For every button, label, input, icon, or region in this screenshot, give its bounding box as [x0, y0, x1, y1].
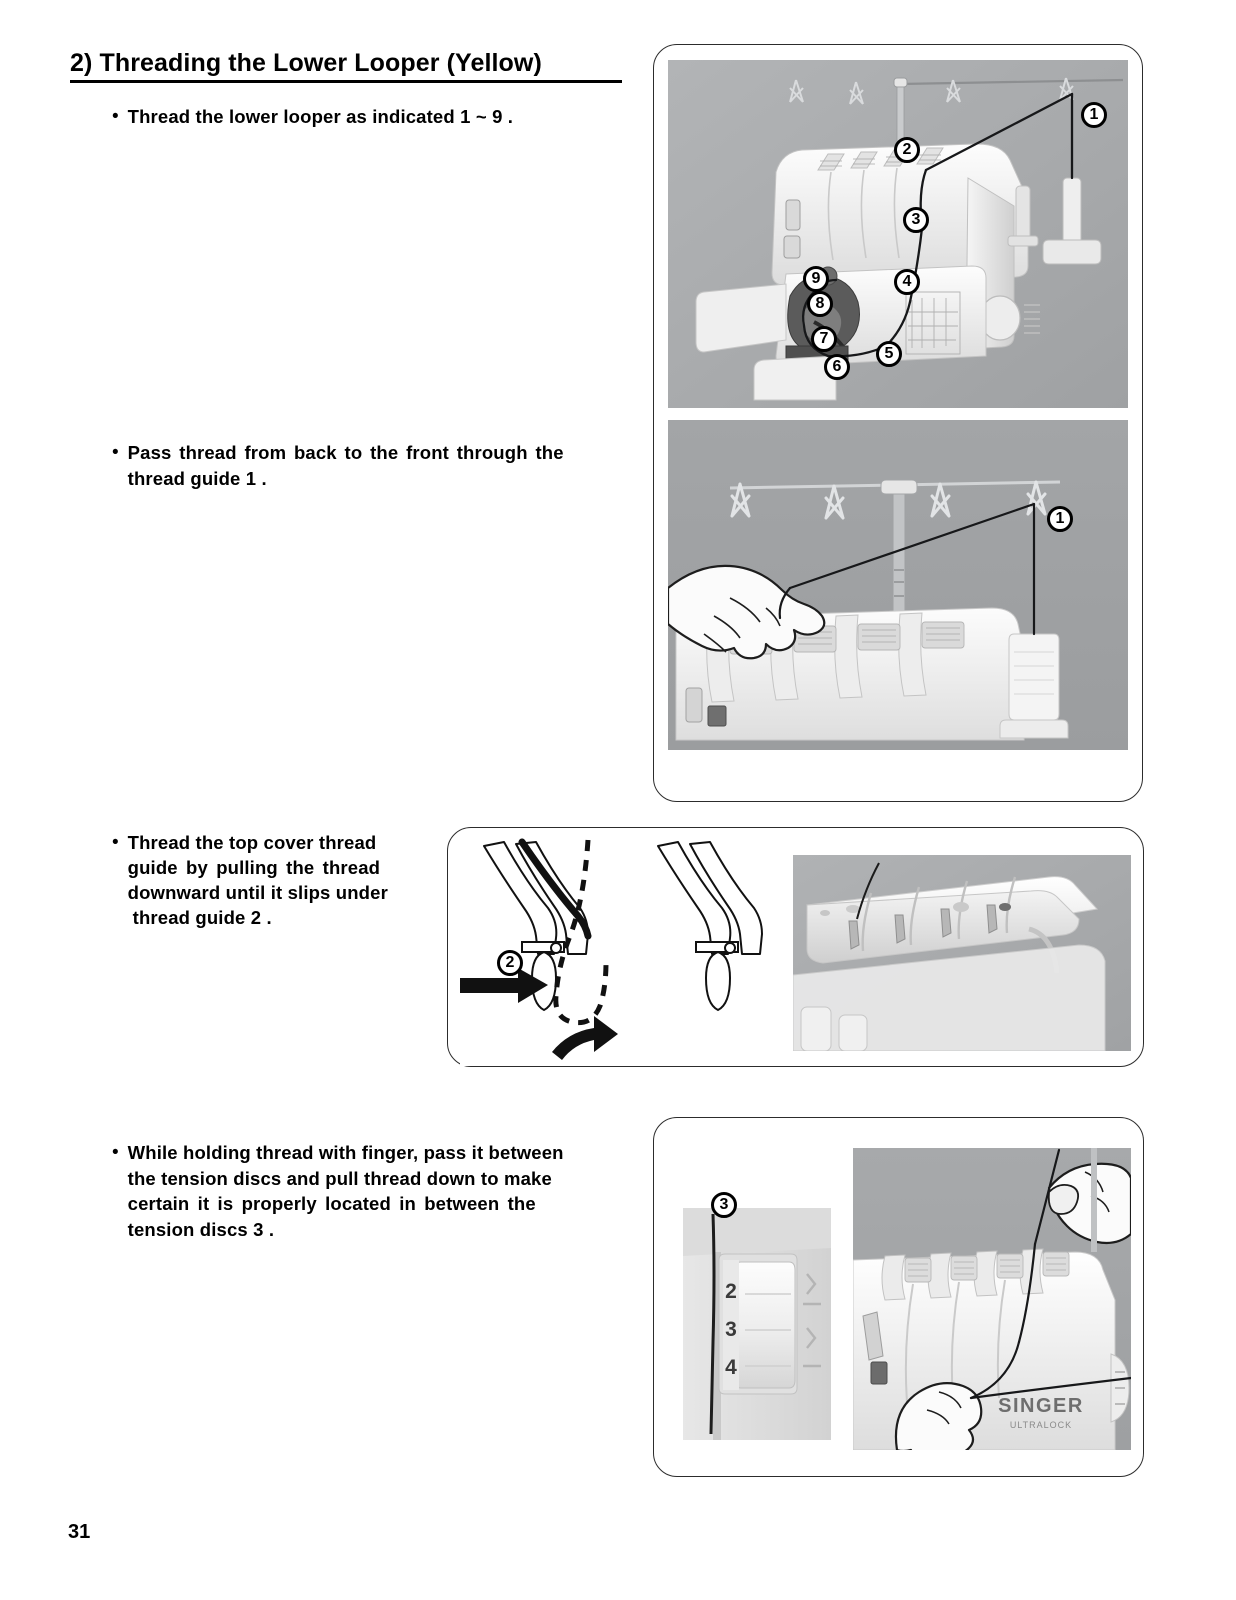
callout-guide-2: 2	[497, 950, 523, 976]
callout-7: 7	[811, 326, 837, 352]
bullet-marker-icon: •	[112, 442, 119, 463]
brand-name: SINGER	[998, 1395, 1084, 1417]
svg-text:2: 2	[725, 1280, 737, 1303]
instruction-guide-one	[112, 440, 642, 492]
callout-tension-3: 3	[711, 1192, 737, 1218]
page-title-text: 2) Threading the Lower Looper (Yellow)	[70, 49, 542, 77]
tension-threading-photo	[853, 1148, 1131, 1450]
bullet-marker-icon: •	[112, 1142, 119, 1163]
callout-2: 2	[894, 137, 920, 163]
instruction-text: Thread the lower looper as indicated 1 ~ 9 .	[127, 106, 514, 127]
callout-6: 6	[824, 354, 850, 380]
instruction-text: Thread the top cover thread guide by pulling the thread downward until it slips under thread guide 2 .	[127, 832, 388, 928]
instruction-top-cover-guide	[112, 830, 442, 930]
bullet-marker-icon: •	[112, 832, 119, 853]
thread-guide-one-photo	[668, 420, 1128, 750]
top-cover-photo	[793, 855, 1131, 1051]
svg-text:4: 4	[725, 1356, 737, 1379]
callout-3: 3	[903, 207, 929, 233]
brand-model: ULTRALOCK	[1009, 1420, 1073, 1430]
callout-guide-1: 1	[1047, 506, 1073, 532]
instruction-text: While holding thread with finger, pass it between the tension discs and pull thread down to make certain it is properly located in between the tension discs 3 .	[127, 1142, 564, 1240]
page-number: 31	[68, 1521, 91, 1543]
bullet-marker-icon: •	[112, 106, 119, 127]
svg-text:3: 3	[725, 1318, 737, 1341]
callout-8: 8	[807, 291, 833, 317]
instruction-text: Pass thread from back to the front through the thread guide 1 .	[127, 442, 564, 489]
page-title	[70, 48, 622, 83]
callout-9: 9	[803, 266, 829, 292]
callout-4: 4	[894, 269, 920, 295]
instruction-tension-discs	[112, 1140, 642, 1242]
tension-dial-closeup-photo	[683, 1208, 831, 1440]
callout-5: 5	[876, 341, 902, 367]
instruction-thread-range	[112, 104, 632, 131]
title-underline	[70, 80, 622, 83]
callout-1: 1	[1081, 102, 1107, 128]
